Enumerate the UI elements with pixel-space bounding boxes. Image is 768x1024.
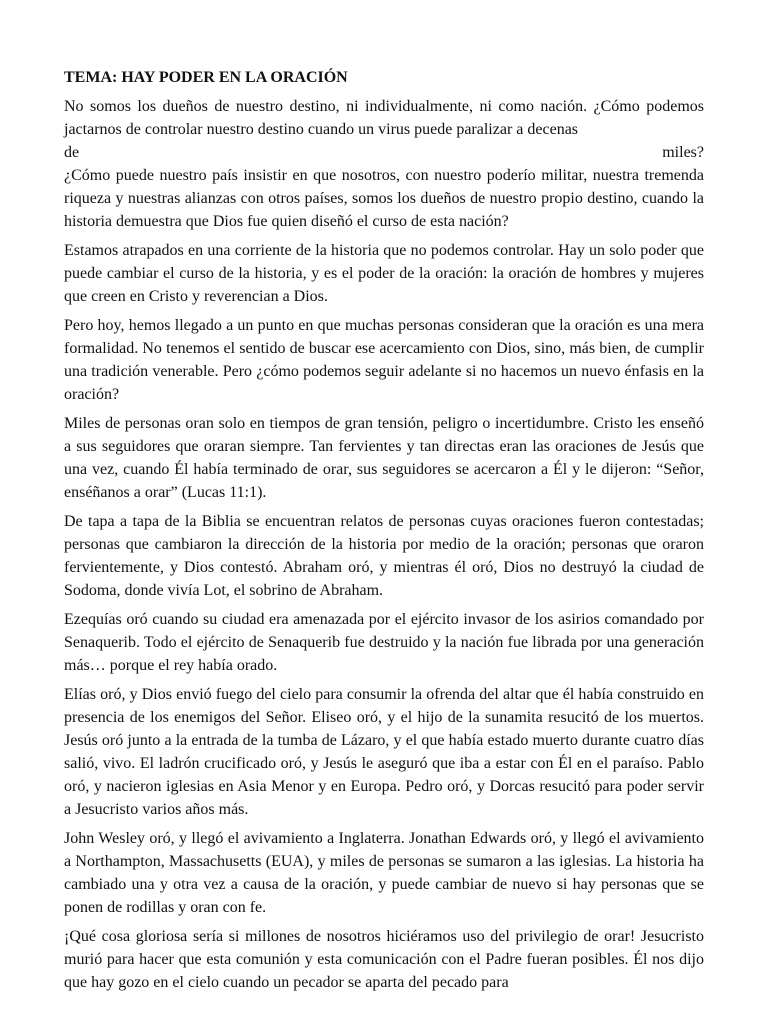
document-page bbox=[64, 66, 704, 1000]
paragraph: De tapa a tapa de la Biblia se encuentran relatos de personas cuyas oraciones fueron contestadas; personas que cambiaron la dirección de la historia por medio de la oración; personas que oraron fervientemente, y Dios contestó. Abraham oró, y mientras él oró, Dios no destruyó la ciudad de Sodoma, donde vivía Lot, el sobrino de Abraham. bbox=[64, 513, 704, 599]
document-title: TEMA: HAY PODER EN LA ORACIÓN bbox=[64, 69, 348, 86]
paragraph-1-continuation: ¿Cómo puede nuestro país insistir en que nosotros, con nuestro poderío militar, nuestra tremenda riqueza y nuestras alianzas con otros países, somos los dueños de nuestro propio destino, cuando la historia demuestra que Dios fue quien diseñó el curso de esta nación? bbox=[64, 167, 704, 230]
paragraph: Pero hoy, hemos llegado a un punto en que muchas personas consideran que la oración es una mera formalidad. No tenemos el sentido de buscar ese acercamiento con Dios, sino, más bien, de cumplir una tradición venerable. Pero ¿cómo podemos seguir adelante si no hacemos un nuevo énfasis en la oración? bbox=[64, 317, 704, 403]
paragraph: John Wesley oró, y llegó el avivamiento a Inglaterra. Jonathan Edwards oró, y llegó el avivamiento a Northampton, Massachusetts (EUA), y miles de personas se sumaron a las iglesias. La historia ha cambiado una y otra vez a causa de la oración, y puede cambiar de nuevo si hay personas que se ponen de rodillas y oran con fe. bbox=[64, 830, 704, 916]
paragraph: Ezequías oró cuando su ciudad era amenazada por el ejército invasor de los asirios comandado por Senaquerib. Todo el ejército de Senaquerib fue destruido y la nación fue librada por una generación más… porque el rey había orado. bbox=[64, 611, 704, 674]
paragraph-1-first-lines: No somos los dueños de nuestro destino, ni individualmente, ni como nación. ¿Cómo podemos jactarnos de controlar nuestro destino cuando un virus puede paralizar a decenas bbox=[64, 98, 704, 138]
paragraph: Estamos atrapados en una corriente de la historia que no podemos controlar. Hay un solo poder que puede cambiar el curso de la historia, y es el poder de la oración: la oración de hombres y mujeres que creen en Cristo y reverencian a Dios. bbox=[64, 242, 704, 305]
paragraph-1-split-line bbox=[64, 141, 704, 164]
paragraph: ¡Qué cosa gloriosa sería si millones de nosotros hiciéramos uso del privilegio de orar! Jesucristo murió para hacer que esta comunión y esta comunicación con el Padre fueran posibles. Él nos dijo que hay gozo en el cielo cuando un pecador se aparta del pecado para bbox=[64, 928, 704, 991]
split-line-right: miles? bbox=[662, 144, 704, 161]
split-line-left: de bbox=[64, 144, 80, 161]
paragraph: Miles de personas oran solo en tiempos de gran tensión, peligro o incertidumbre. Cristo les enseñó a sus seguidores que oraran siempre. Tan fervientes y tan directas eran las oraciones de Jesús que una vez, cuando Él había terminado de orar, sus seguidores se acercaron a Él y le dijeron: “Señor, enséñanos a orar” (Lucas 11:1). bbox=[64, 415, 704, 501]
paragraph: Elías oró, y Dios envió fuego del cielo para consumir la ofrenda del altar que él había construido en presencia de los enemigos del Señor. Eliseo oró, y el hijo de la sunamita resucitó de los muertos. Jesús oró junto a la entrada de la tumba de Lázaro, y el que había estado muerto durante cuatro días salió, vivo. El ladrón crucificado oró, y Jesús le aseguró que iba a estar con Él en el paraíso. Pablo oró, y nacieron iglesias en Asia Menor y en Europa. Pedro oró, y Dorcas resucitó para poder servir a Jesucristo varios años más. bbox=[64, 686, 704, 818]
